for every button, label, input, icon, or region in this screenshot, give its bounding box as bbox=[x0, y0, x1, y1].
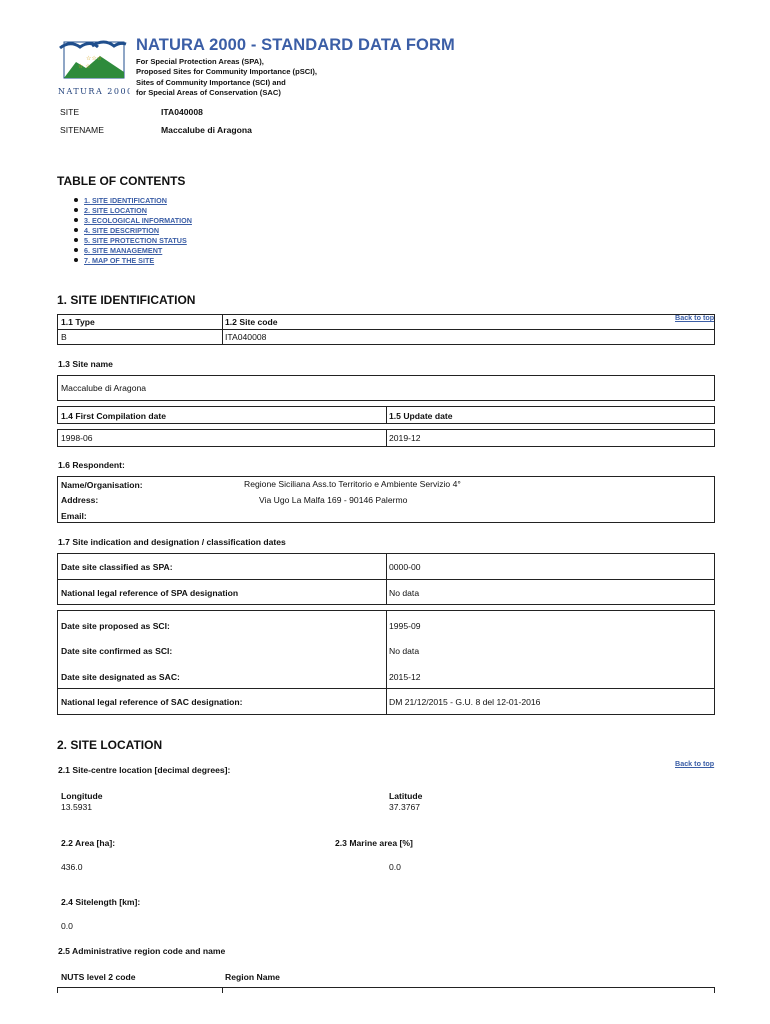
sitelength-value: 0.0 bbox=[61, 921, 73, 931]
sci-proposed-value: 1995-09 bbox=[389, 621, 421, 631]
region-name-header: Region Name bbox=[225, 972, 280, 982]
respondent-label: 1.6 Respondent: bbox=[58, 460, 125, 470]
sac-date-value: 2015-12 bbox=[389, 672, 421, 682]
sci-proposed-label: Date site proposed as SCI: bbox=[61, 621, 170, 631]
email-label: Email: bbox=[61, 511, 87, 521]
site-name-box bbox=[57, 375, 715, 401]
admin-region-label: 2.5 Administrative region code and name bbox=[58, 946, 226, 956]
toc-heading: TABLE OF CONTENTS bbox=[57, 174, 186, 188]
section2-heading: 2. SITE LOCATION bbox=[57, 738, 163, 752]
toc-list bbox=[72, 196, 192, 266]
svg-text:☆☆☆: ☆☆☆ bbox=[86, 55, 103, 62]
toc-item bbox=[72, 196, 192, 206]
toc-item bbox=[72, 206, 192, 216]
toc-link-ecological-information[interactable]: 3. ECOLOGICAL INFORMATION bbox=[84, 216, 192, 225]
longitude-value: 13.5931 bbox=[61, 802, 93, 812]
sac-ref-label: National legal reference of SAC designation: bbox=[61, 697, 243, 707]
back-to-top-link[interactable]: Back to top bbox=[675, 759, 715, 768]
organisation-label: Name/Organisation: bbox=[61, 480, 143, 490]
latitude-value: 37.3767 bbox=[389, 802, 421, 812]
toc-link-site-protection-status[interactable]: 5. SITE PROTECTION STATUS bbox=[84, 236, 187, 245]
type-value: B bbox=[61, 332, 67, 342]
latitude-label: Latitude bbox=[389, 791, 423, 801]
address-value: Via Ugo La Malfa 169 - 90146 Palermo bbox=[259, 495, 408, 505]
area-value: 436.0 bbox=[61, 862, 83, 872]
subtitle-line: for Special Areas of Conservation (SAC) bbox=[136, 87, 281, 97]
toc-item bbox=[72, 226, 192, 236]
toc-link-site-location[interactable]: 2. SITE LOCATION bbox=[84, 206, 147, 215]
spa-ref-label: National legal reference of SPA designation bbox=[61, 588, 239, 598]
organisation-value: Regione Siciliana Ass.to Territorio e Ambiente Servizio 4° bbox=[244, 479, 461, 489]
toc-item bbox=[72, 236, 192, 246]
spa-ref-value: No data bbox=[389, 588, 420, 598]
subtitle-line: For Special Protection Areas (SPA), bbox=[136, 57, 264, 66]
first-compilation-label: 1.4 First Compilation date bbox=[61, 411, 167, 421]
sitename-label: SITENAME bbox=[60, 125, 104, 135]
natura-2000-logo bbox=[56, 38, 130, 96]
toc-link-site-identification[interactable]: 1. SITE IDENTIFICATION bbox=[84, 196, 167, 205]
update-date-label: 1.5 Update date bbox=[389, 411, 453, 421]
update-date-value: 2019-12 bbox=[389, 433, 421, 443]
section1-heading: 1. SITE IDENTIFICATION bbox=[57, 293, 196, 307]
designation-label: 1.7 Site indication and designation / classification dates bbox=[58, 537, 286, 547]
sac-ref-value: DM 21/12/2015 - G.U. 8 del 12-01-2016 bbox=[389, 697, 541, 707]
type-label: 1.1 Type bbox=[61, 317, 95, 327]
page-title: NATURA 2000 - STANDARD DATA FORM bbox=[136, 36, 455, 54]
sitename-value: Maccalube di Aragona bbox=[161, 125, 252, 135]
sci-confirmed-value: No data bbox=[389, 646, 420, 656]
site-name-label: 1.3 Site name bbox=[58, 359, 113, 369]
marine-area-label: 2.3 Marine area [%] bbox=[335, 838, 413, 848]
first-compilation-value: 1998-06 bbox=[61, 433, 93, 443]
spa-date-label: Date site classified as SPA: bbox=[61, 562, 173, 572]
spa-date-value: 0000-00 bbox=[389, 562, 421, 572]
nuts-code-header: NUTS level 2 code bbox=[61, 972, 136, 982]
sitelength-label: 2.4 Sitelength [km]: bbox=[61, 897, 141, 907]
toc-link-site-management[interactable]: 6. SITE MANAGEMENT bbox=[84, 246, 163, 255]
code-value: ITA040008 bbox=[225, 332, 267, 342]
page-subtitle bbox=[136, 57, 317, 98]
marine-area-value: 0.0 bbox=[389, 862, 401, 872]
longitude-label: Longitude bbox=[61, 791, 103, 801]
area-label: 2.2 Area [ha]: bbox=[61, 838, 116, 848]
site-value: ITA040008 bbox=[161, 107, 203, 117]
subtitle-line: Proposed Sites for Community Importance (pSCI), bbox=[136, 67, 318, 77]
site-label: SITE bbox=[60, 107, 80, 117]
sci-confirmed-label: Date site confirmed as SCI: bbox=[61, 646, 173, 656]
toc-item bbox=[72, 216, 192, 226]
site-centre-label: 2.1 Site-centre location [decimal degrees]: bbox=[58, 765, 231, 775]
back-to-top-link[interactable]: Back to top bbox=[675, 313, 715, 322]
svg-text:☆ ☆: ☆ ☆ bbox=[78, 63, 91, 70]
logo-text: NATURA 2000 bbox=[58, 87, 130, 96]
address-label: Address: bbox=[61, 495, 99, 505]
toc-item bbox=[72, 246, 192, 256]
site-name-value: Maccalube di Aragona bbox=[61, 383, 147, 393]
sac-date-label: Date site designated as SAC: bbox=[61, 672, 180, 682]
subtitle-line: Sites of Community Importance (SCI) and bbox=[136, 77, 286, 87]
code-label: 1.2 Site code bbox=[225, 317, 278, 327]
toc-link-site-description[interactable]: 4. SITE DESCRIPTION bbox=[84, 226, 160, 235]
toc-item bbox=[72, 256, 192, 266]
toc-link-map-of-the-site[interactable]: 7. MAP OF THE SITE bbox=[84, 256, 155, 265]
